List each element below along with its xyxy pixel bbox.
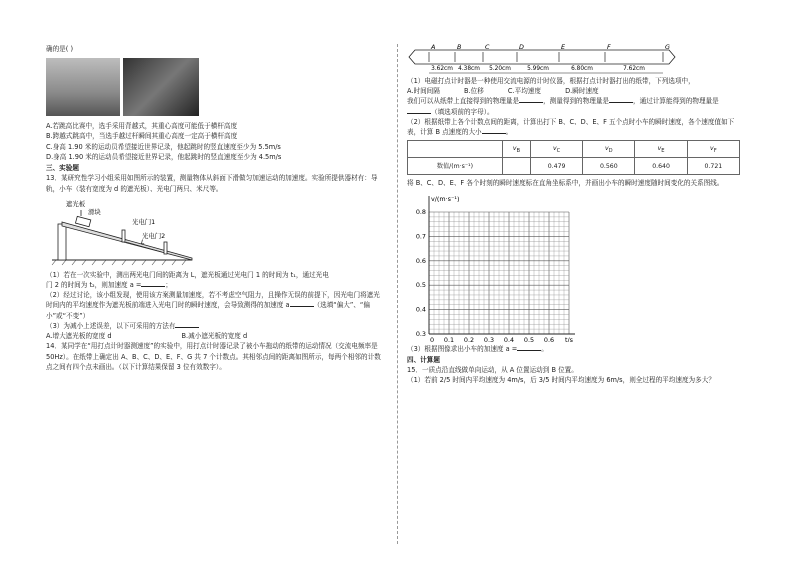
q14-part2-text: （2）根据纸带上各个计数点间的距离，计算出打下 B、C、D、E、F 五个点时小车的瞬时速度，各个速度值如下表，计算 B 点速度的大小 [407, 117, 735, 137]
q13-part1-line2: 门 2 的时间为 t₂，则加速度 a = ； [46, 280, 172, 289]
label-gate1: 光电门1 [132, 217, 156, 226]
q15-stem: 15．一质点沿直线做单向运动，从 A 位置运动到 B 位置。 [407, 365, 578, 374]
q14-option-d: D.瞬时速度 [565, 87, 599, 96]
table-cell: 0.560 [583, 158, 635, 175]
section-experiment: 三、实验题 [46, 164, 79, 173]
q14-part3 [407, 344, 740, 354]
tape-distance-label: 5.20cm [489, 66, 511, 72]
x-tick-label: 0.6 [543, 335, 555, 342]
q13-part3-options [46, 331, 386, 341]
answer-blank-measure[interactable] [609, 96, 633, 103]
x-tick-label: 0.2 [463, 335, 475, 342]
tape-point-label: F [607, 44, 611, 51]
label-L: L [141, 237, 145, 246]
table-row [408, 158, 740, 175]
q14-part1-answer-line2 [407, 107, 740, 117]
velocity-time-grid [407, 192, 607, 342]
q14-part1: （1）电磁打点计时器是一种使用交流电源的计时仪器，根据打点计时器打出的纸带，下列选项中， [407, 77, 695, 85]
q13-part2-hint: （选填“偏大”、“偏小”或“不变”） [46, 301, 370, 320]
q13-part2-text: （2）经过讨论，该小组发现，使用该方案测量加速度，若不考虑空气阻力，且操作无误的前提下，因光电门将遮光时间内的平均速度作为遮光板前端进入光电门时的瞬时速度，会导致测得的加速度 a [46, 291, 380, 310]
high-jump-photo-2 [123, 58, 199, 116]
photo-group [46, 58, 386, 118]
option-d: D.身高 1.90 米的运动员希望接近世界记录，他起跳时的竖直速度至少为 4.5m/s [46, 152, 282, 161]
table-row-label: 数值/(m·s⁻¹) [408, 158, 503, 175]
q13-part3-text: （3）为减小上述误差，以下可采用的方法有 [46, 321, 176, 330]
tape-point-label: A [431, 44, 436, 51]
y-tick-label: 0.7 [415, 231, 426, 240]
table-header-row [408, 141, 740, 158]
question-intro: 确的是( ) [46, 45, 74, 53]
column-divider [397, 44, 398, 544]
q13-part2 [46, 290, 386, 321]
q13-stem: 13．某研究性学习小组采用如图所示的装置，测量物体从斜面下滑做匀加速运动的加速度。实验所提供器材有：导轨，小车（装有宽度为 d 的遮光板）、光电门两只、米尺等。 [46, 174, 378, 193]
table-cell [502, 158, 530, 175]
table-header-cell: $v_B$ [502, 141, 530, 158]
tape-point-label: E [561, 44, 566, 51]
table-header-cell [408, 141, 503, 158]
answer-blank-compute[interactable] [407, 107, 431, 114]
answer-blank-vb[interactable] [482, 127, 506, 134]
section-calculation: 四、计算题 [407, 355, 440, 364]
photogate-2 [164, 242, 167, 254]
tape-distance-label: 3.62cm [431, 66, 453, 72]
q14-part1-answer-line [407, 96, 740, 106]
option-c: C.身高 1.90 米的运动员希望接近世界记录，他起跳时的竖直速度至少为 5.5m/s [46, 142, 281, 151]
q13-option-b: B.减小遮光板的宽度 d [181, 332, 248, 341]
tape-point-label: C [485, 44, 490, 51]
q14-option-a: A.时间间隔 [407, 87, 440, 96]
tape-point-label: D [519, 44, 524, 51]
answer-blank-acceleration[interactable] [517, 344, 541, 351]
high-jump-photo-1 [46, 58, 120, 116]
photogate-1 [122, 230, 125, 242]
left-column [46, 44, 386, 372]
table-cell: 0.479 [530, 158, 582, 175]
q14-option-c: C.平均速度 [507, 87, 541, 96]
ground-hatch [52, 260, 186, 265]
tape-distance-label: 7.62cm [623, 66, 645, 72]
velocity-table [407, 140, 740, 175]
y-tick-label: 0.3 [415, 329, 426, 338]
option-a: A.若跳高比赛中，选手采用背越式，其重心高度可能低于横杆高度 [46, 122, 238, 131]
tape-distance-label: 6.80cm [571, 66, 593, 72]
q14-measure-text: ，测量得到的物理量是 [543, 97, 610, 106]
tape-point-label: B [457, 44, 462, 51]
y-tick-label: 0.8 [415, 207, 426, 216]
answer-blank-accel[interactable] [141, 280, 165, 287]
tape-point-label: G [665, 44, 670, 51]
x-tick-label: 0.4 [503, 335, 515, 342]
q13-option-a: A.增大遮光板的宽度 d [46, 332, 112, 341]
answer-blank-bias[interactable] [290, 300, 314, 307]
paper-tape-diagram [407, 44, 740, 76]
q13-part3 [46, 321, 386, 331]
table-header-cell: $v_F$ [687, 141, 739, 158]
q14-direct-text: 我们可以从纸带上直接得到的物理量是 [407, 97, 520, 106]
tape-distance-label: 5.99cm [527, 66, 549, 72]
q14-part2: （2）根据纸带上各个计数点间的距离，计算出打下 B、C、D、E、F 五个点时小车的瞬时速度，各个速度值如下表，计算 B 点速度的大小 。 [407, 117, 735, 137]
x-tick-label: 0.1 [443, 335, 455, 342]
y-tick-label: 0.6 [415, 256, 426, 265]
right-column [407, 44, 740, 385]
x-axis-label: t/s [565, 335, 573, 342]
q14-options [407, 86, 740, 96]
table-cell: 0.721 [687, 158, 739, 175]
support-block [58, 224, 66, 260]
x-tick-label: 0.5 [523, 335, 535, 342]
q14-option-b: B.位移 [463, 87, 484, 96]
option-b: B.跨越式跳高中，当选手越过杆瞬间其重心高度一定高于横杆高度 [46, 132, 238, 141]
label-shade-plate: 遮光板 [66, 199, 86, 208]
q13-part1-line1: （1）若在一次实验中，测出两光电门间的距离为 L，遮光板通过光电门 1 的时间为 t₁，通过光电 [46, 270, 329, 279]
q14-part3-end: 。 [541, 344, 548, 353]
incline-apparatus-diagram [46, 196, 196, 268]
table-header-cell: $v_E$ [635, 141, 687, 158]
y-tick-label: 0.5 [415, 280, 426, 289]
tape-distance-label: 4.38cm [458, 66, 480, 72]
q14-plot-instruction: 将 B、C、D、E、F 各个时刻的瞬时速度标在直角坐标系中，并画出小车的瞬时速度随时间变化的关系图线。 [407, 179, 724, 188]
q14-stem: 14．某同学在“用打点计时器测速度”的实验中，用打点计时器记录了被小车拖动的纸带的运动情况（交流电频率是 50Hz）。在纸带上确定出 A、B、C、D、E、F、G 共 7 个计数点。其相邻点间的距离如图所示，每两个相邻的计数点之间有四个点未画出。（以下计算结果保留 3 位有效数字）。 [46, 342, 381, 371]
x-tick-label: 0 [429, 335, 435, 342]
answer-blank-method[interactable] [175, 321, 199, 328]
slider-block [75, 216, 90, 226]
q14-fill-hint: （填选项前的字母）。 [431, 107, 494, 116]
tape-outline [409, 50, 675, 64]
table-cell: 0.640 [635, 158, 687, 175]
x-tick-label: 0.3 [483, 335, 495, 342]
q14-compute-text: ，通过计算能得到的物理量是 [633, 97, 719, 106]
table-header-cell: $v_D$ [583, 141, 635, 158]
incline-rail [62, 222, 192, 260]
q14-part3-text: （3）根据图像求出小车的加速度 a = [407, 344, 518, 353]
q13-part1-text: 门 2 的时间为 t₂，则加速度 a = [46, 280, 142, 289]
label-gate2: 光电门2 [142, 231, 166, 240]
y-axis-label: v/(m·s⁻¹) [431, 194, 460, 203]
q15-part1: （1）若前 2/5 时间内平均速度为 4m/s，后 3/5 时间内平均速度为 6m/s，则全过程的平均速度为多大？ [407, 376, 715, 385]
label-slider: 滑块 [88, 207, 101, 216]
y-tick-label: 0.4 [415, 305, 426, 314]
answer-blank-direct[interactable] [519, 96, 543, 103]
table-header-cell: $v_C$ [530, 141, 582, 158]
